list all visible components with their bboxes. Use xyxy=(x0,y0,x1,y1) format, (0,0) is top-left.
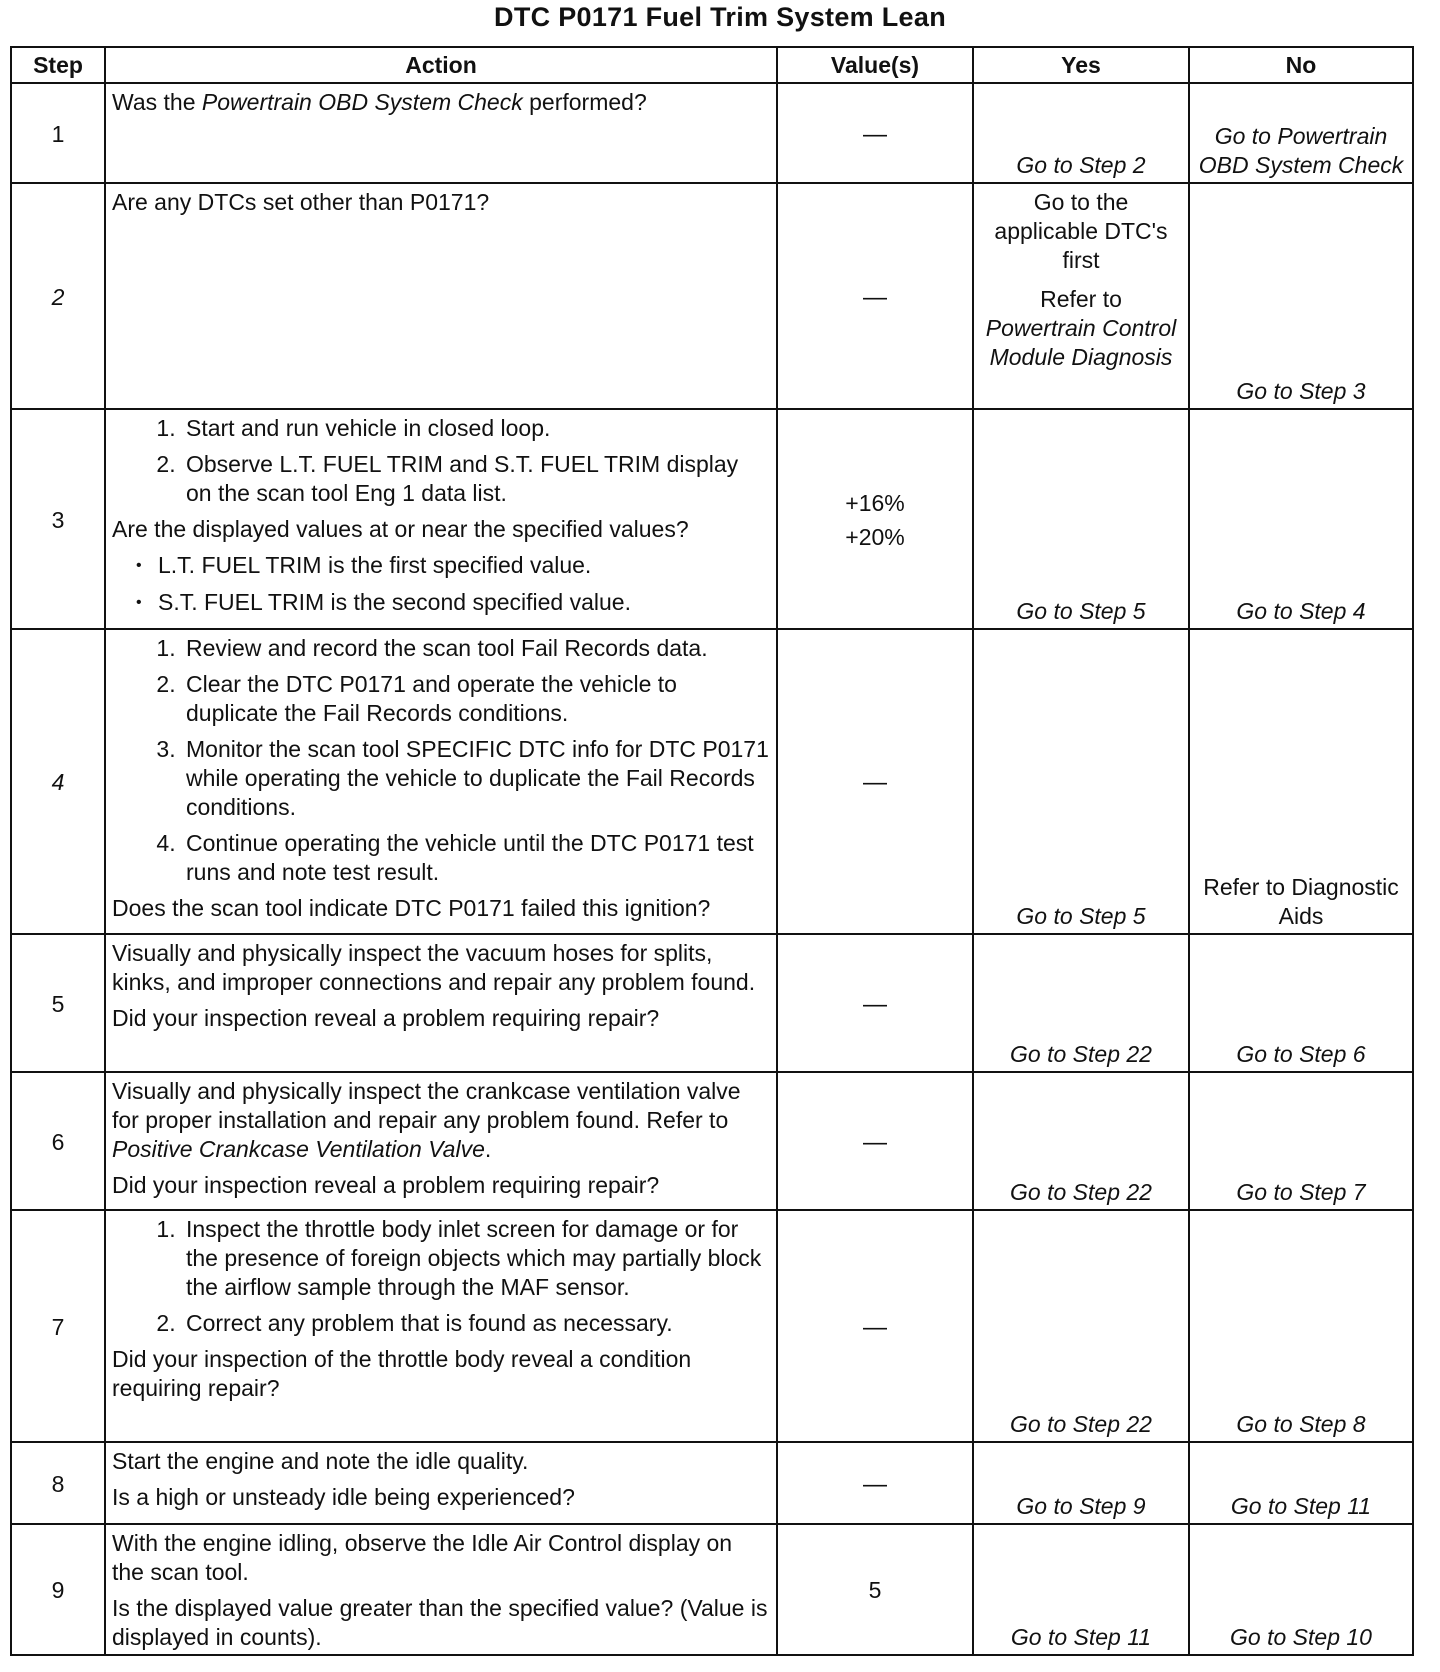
value-text: — xyxy=(863,120,887,148)
step-number: 9 xyxy=(11,1524,105,1655)
table-row xyxy=(11,83,1413,183)
action-text: Start the engine and note the idle quality. xyxy=(112,1448,529,1474)
step-number: 2 xyxy=(11,183,105,409)
page-title: DTC P0171 Fuel Trim System Lean xyxy=(494,2,946,32)
value-text: +20% xyxy=(845,524,905,550)
action-cell: Are any DTCs set other than P0171? xyxy=(105,183,777,409)
yes-cell: Go to Step 5 xyxy=(973,409,1189,629)
table-row xyxy=(11,629,1413,934)
step-number: 7 xyxy=(11,1210,105,1442)
step-number: 5 xyxy=(11,934,105,1072)
action-bullets xyxy=(112,551,770,617)
action-question: Did your inspection of the throttle body reveal a condition requiring repair? xyxy=(112,1346,692,1401)
yes-cell: Go to Step 11 xyxy=(973,1524,1189,1655)
value-text: — xyxy=(863,283,887,311)
no-cell: Refer to Diagnostic Aids xyxy=(1189,629,1413,934)
action-cell xyxy=(105,1210,777,1442)
yes-cell: Go to Step 9 xyxy=(973,1442,1189,1524)
action-cell xyxy=(105,1442,777,1524)
action-cell xyxy=(105,1072,777,1210)
step-number: 3 xyxy=(11,409,105,629)
action-text: With the engine idling, observe the Idle Air Control display on the scan tool. xyxy=(112,1530,733,1585)
table-header-row xyxy=(11,47,1413,83)
yes-cell: Go to Step 22 xyxy=(973,1072,1189,1210)
list-item: 1. Inspect the throttle body inlet screen for damage or for the presence of foreign objects which may partially block the airflow sample through the MAF sensor. xyxy=(182,1215,770,1302)
action-steps xyxy=(112,1215,770,1338)
action-cell xyxy=(105,83,777,183)
action-question: Does the scan tool indicate DTC P0171 failed this ignition? xyxy=(112,895,711,921)
action-question: Did your inspection reveal a problem requiring repair? xyxy=(112,1172,660,1198)
yes-cell: Go to Step 2 xyxy=(973,83,1189,183)
yes-cell: Go to Step 22 xyxy=(973,934,1189,1072)
action-text: performed? xyxy=(522,89,647,115)
list-item: 2. Observe L.T. FUEL TRIM and S.T. FUEL TRIM display on the scan tool Eng 1 data list. xyxy=(182,450,770,508)
action-question: Is the displayed value greater than the specified value? (Value is displayed in counts). xyxy=(112,1595,768,1650)
header-step: Step xyxy=(11,47,105,83)
table-row xyxy=(11,1072,1413,1210)
value-text: — xyxy=(863,1313,887,1341)
no-cell: Go to Step 7 xyxy=(1189,1072,1413,1210)
action-question: Is a high or unsteady idle being experienced? xyxy=(112,1484,575,1510)
no-cell: Go to Step 4 xyxy=(1189,409,1413,629)
action-text: Was the xyxy=(112,89,202,115)
value-cell xyxy=(777,629,973,934)
table-row xyxy=(11,409,1413,629)
step-number: 6 xyxy=(11,1072,105,1210)
action-cell xyxy=(105,629,777,934)
action-reference: Positive Crankcase Ventilation Valve xyxy=(112,1136,485,1162)
header-no: No xyxy=(1189,47,1413,83)
no-cell: Go to Step 3 xyxy=(1189,183,1413,409)
yes-cell xyxy=(973,183,1189,409)
step-number: 8 xyxy=(11,1442,105,1524)
table-row xyxy=(11,934,1413,1072)
value-cell xyxy=(777,1524,973,1655)
table-row xyxy=(11,1524,1413,1655)
value-cell xyxy=(777,1442,973,1524)
action-steps xyxy=(112,634,770,887)
value-cell xyxy=(777,1210,973,1442)
action-text: Visually and physically inspect the vacuum hoses for splits, kinks, and improper connections and repair any problem found. xyxy=(112,940,756,995)
step-number: 4 xyxy=(11,629,105,934)
action-text xyxy=(112,1077,770,1164)
yes-text: Go to the applicable DTC's first xyxy=(994,189,1168,273)
list-item: • S.T. FUEL TRIM is the second specified value. xyxy=(158,588,770,617)
value-cell xyxy=(777,409,973,629)
value-text: 5 xyxy=(868,1577,882,1603)
step-number: 1 xyxy=(11,83,105,183)
action-steps xyxy=(112,414,770,508)
no-cell: Go to Step 11 xyxy=(1189,1442,1413,1524)
table-row xyxy=(11,1442,1413,1524)
action-text-part: Visually and physically inspect the crankcase ventilation valve for proper installation and repair any problem found. Refer to xyxy=(112,1078,741,1133)
yes-reference: Powertrain Control Module Diagnosis xyxy=(985,315,1177,370)
value-cell xyxy=(777,83,973,183)
header-yes: Yes xyxy=(973,47,1189,83)
list-item: 3. Monitor the scan tool SPECIFIC DTC info for DTC P0171 while operating the vehicle to duplicate the Fail Records conditions. xyxy=(182,735,770,822)
table-row xyxy=(11,183,1413,409)
action-question: Are the displayed values at or near the specified values? xyxy=(112,516,689,542)
value-cell xyxy=(777,934,973,1072)
action-text-part: . xyxy=(484,1136,492,1162)
list-item: 1. Start and run vehicle in closed loop. xyxy=(182,414,770,443)
value-text: +16% xyxy=(845,490,905,516)
no-cell: Go to Step 8 xyxy=(1189,1210,1413,1442)
list-item: 4. Continue operating the vehicle until the DTC P0171 test runs and note test result. xyxy=(182,829,770,887)
value-cell xyxy=(777,183,973,409)
yes-refer-label: Refer to xyxy=(1040,286,1122,312)
yes-cell: Go to Step 5 xyxy=(973,629,1189,934)
no-cell: Go to Step 6 xyxy=(1189,934,1413,1072)
diagnostic-table xyxy=(10,46,1414,1656)
header-action: Action xyxy=(105,47,777,83)
no-cell xyxy=(1189,83,1413,183)
action-question: Did your inspection reveal a problem requiring repair? xyxy=(112,1005,660,1031)
value-cell xyxy=(777,1072,973,1210)
value-text: — xyxy=(863,1470,887,1498)
no-reference: Go to Powertrain OBD System Check xyxy=(1198,123,1404,178)
table-row xyxy=(11,1210,1413,1442)
action-reference: Powertrain OBD System Check xyxy=(201,89,523,115)
no-cell: Go to Step 10 xyxy=(1189,1524,1413,1655)
action-cell xyxy=(105,409,777,629)
value-text: — xyxy=(863,769,887,796)
list-item: • L.T. FUEL TRIM is the first specified value. xyxy=(158,551,770,580)
list-item: 2. Correct any problem that is found as necessary. xyxy=(182,1309,770,1338)
list-item: 1. Review and record the scan tool Fail Records data. xyxy=(182,634,770,663)
yes-cell: Go to Step 22 xyxy=(973,1210,1189,1442)
value-text: — xyxy=(863,990,887,1018)
action-cell xyxy=(105,1524,777,1655)
list-item: 2. Clear the DTC P0171 and operate the vehicle to duplicate the Fail Records conditions. xyxy=(182,670,770,728)
value-text: — xyxy=(863,1128,887,1156)
header-values: Value(s) xyxy=(777,47,973,83)
action-cell xyxy=(105,934,777,1072)
